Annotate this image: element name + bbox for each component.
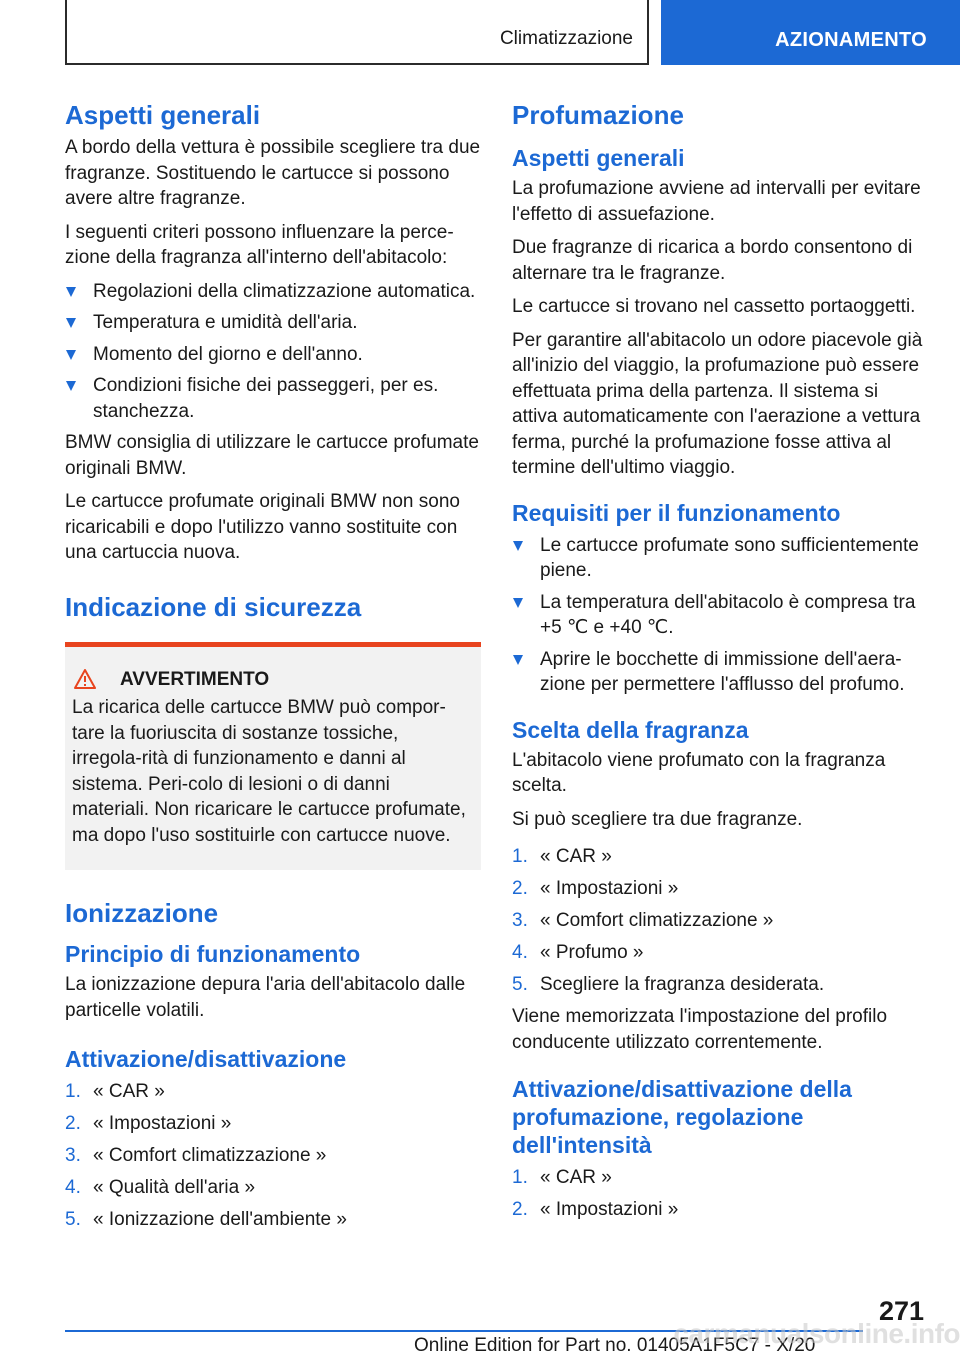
list-item: Aprire le bocchette di immissione dell'aera‐zione per permettere l'afflusso del profumo. <box>512 647 928 698</box>
step-item: 2. « Impostazioni » <box>65 1113 232 1134</box>
left-column <box>65 100 481 1239</box>
warning-header <box>74 667 471 693</box>
edition-note: Online Edition for Part no. 01405A1F5C7 - X/20 <box>414 1335 816 1356</box>
page-number: 271 <box>878 1296 924 1326</box>
paragraph: A bordo della vettura è possibile scegliere tra due fragranze. Sostituendo le cartucce si possono avere altre fragranze. <box>65 137 481 209</box>
step-item: 3. « Comfort climatizzazione » <box>512 910 774 931</box>
triangle-bullet-icon <box>66 350 76 360</box>
paragraph: Per garantire all'abitacolo un odore piacevole già all'inizio del viaggio, la profumazione può essere effettuata prima della partenza. Il sistema si attiva automaticamente con l'aerazione a vettura ferma, purché la profumazione fosse attiva al termine dell'ultimo viaggio. <box>512 329 923 478</box>
triangle-bullet-icon <box>66 381 76 391</box>
step-item: 5. « Ionizzazione dell'ambiente » <box>65 1209 347 1230</box>
list-item: Temperatura e umidità dell'aria. <box>65 310 481 336</box>
heading-principio: Principio di funzionamento <box>65 941 361 967</box>
step-item: 4. « Profumo » <box>512 942 644 963</box>
heading-aspetti-generali-profumazione: Aspetti generali <box>512 145 685 171</box>
heading-ionizzazione: Ionizzazione <box>65 898 219 928</box>
step-item: 2. « Impostazioni » <box>512 1199 679 1220</box>
heading-sicurezza: Indicazione di sicurezza <box>65 591 362 622</box>
triangle-bullet-icon <box>513 541 523 551</box>
heading-aspetti-generali: Aspetti generali <box>65 100 261 130</box>
header-section-title: Climatizzazione <box>499 28 633 49</box>
paragraph: Viene memorizzata l'impostazione del profilo conducente utilizzato correntemente. <box>512 1006 888 1053</box>
paragraph: L'abitacolo viene profumato con la fragranza scelta. <box>512 749 886 796</box>
ionization-steps <box>65 1079 481 1239</box>
criteria-list <box>65 279 481 425</box>
warning-text: La ricarica delle cartucce BMW può compor‐tare la fuoriuscita di sostanze tossiche, irregola‐rità di funzionamento e danni al sistema. Peri‐colo di lesioni o di danni materiali. Non ricaricare le cartucce profumate, ma dopo l'uso sostituirle con cartucce nuove. <box>72 697 466 846</box>
step-item: 1. « CAR » <box>65 1081 165 1102</box>
list-item: Le cartucce profumate sono sufficientemente piene. <box>512 533 928 584</box>
step-item: 3. « Comfort climatizzazione » <box>65 1145 327 1166</box>
list-item: Condizioni fisiche dei passeggeri, per es. stanchezza. <box>65 373 481 424</box>
triangle-bullet-icon <box>513 655 523 665</box>
warning-triangle-icon <box>74 668 96 690</box>
heading-scelta: Scelta della fragranza <box>512 716 749 743</box>
paragraph: Le cartucce si trovano nel cassetto portaoggetti. <box>512 296 916 317</box>
header-section-box <box>65 0 649 65</box>
triangle-bullet-icon <box>66 287 76 297</box>
list-item: Momento del giorno e dell'anno. <box>65 342 481 368</box>
heading-intensita: Attivazione/disattivazione della profumazione, regolazione dell'intensità <box>512 1076 852 1158</box>
triangle-bullet-icon <box>66 318 76 328</box>
header-chapter-title: AZIONAMENTO <box>775 29 927 51</box>
header-chapter-tab[interactable] <box>661 0 960 65</box>
paragraph: Le cartucce profumate originali BMW non sono ricaricabili e dopo l'utilizzo vanno sostituite con una cartuccia nuova. <box>65 491 460 563</box>
step-item: 4. « Qualità dell'aria » <box>65 1177 256 1198</box>
paragraph: I seguenti criteri possono influenzare la perce‐zione della fragranza all'interno dell'abitacolo: <box>65 221 454 268</box>
list-item: Regolazioni della climatizzazione automatica. <box>65 279 481 305</box>
list-item: La temperatura dell'abitacolo è compresa tra +5 ℃ e +40 ℃. <box>512 590 928 641</box>
step-item: 1. « CAR » <box>512 846 612 867</box>
fragrance-steps <box>512 844 928 1004</box>
watermark: carmanualsonline.info <box>673 1318 960 1349</box>
warning-box <box>65 642 481 871</box>
requirements-list <box>512 533 928 698</box>
triangle-bullet-icon <box>513 598 523 608</box>
heading-attivazione: Attivazione/disattivazione <box>65 1046 347 1072</box>
heading-profumazione: Profumazione <box>512 100 684 130</box>
heading-requisiti: Requisiti per il funzionamento <box>512 499 841 526</box>
step-item: 1. « CAR » <box>512 1167 612 1188</box>
intensity-steps <box>512 1165 928 1229</box>
right-column <box>512 100 928 1229</box>
paragraph: BMW consiglia di utilizzare le cartucce profumate originali BMW. <box>65 432 479 479</box>
warning-title: AVVERTIMENTO <box>120 668 270 690</box>
paragraph: Si può scegliere tra due fragranze. <box>512 808 803 830</box>
paragraph: La ionizzazione depura l'aria dell'abitacolo dalle particelle volatili. <box>65 974 466 1021</box>
step-item: 5. Scegliere la fragranza desiderata. <box>512 974 825 995</box>
step-item: 2. « Impostazioni » <box>512 878 679 899</box>
paragraph: La profumazione avviene ad intervalli per evitare l'effetto di assuefazione. <box>512 178 921 225</box>
paragraph: Due fragranze di ricarica a bordo consentono di alternare tra le fragranze. <box>512 237 913 284</box>
